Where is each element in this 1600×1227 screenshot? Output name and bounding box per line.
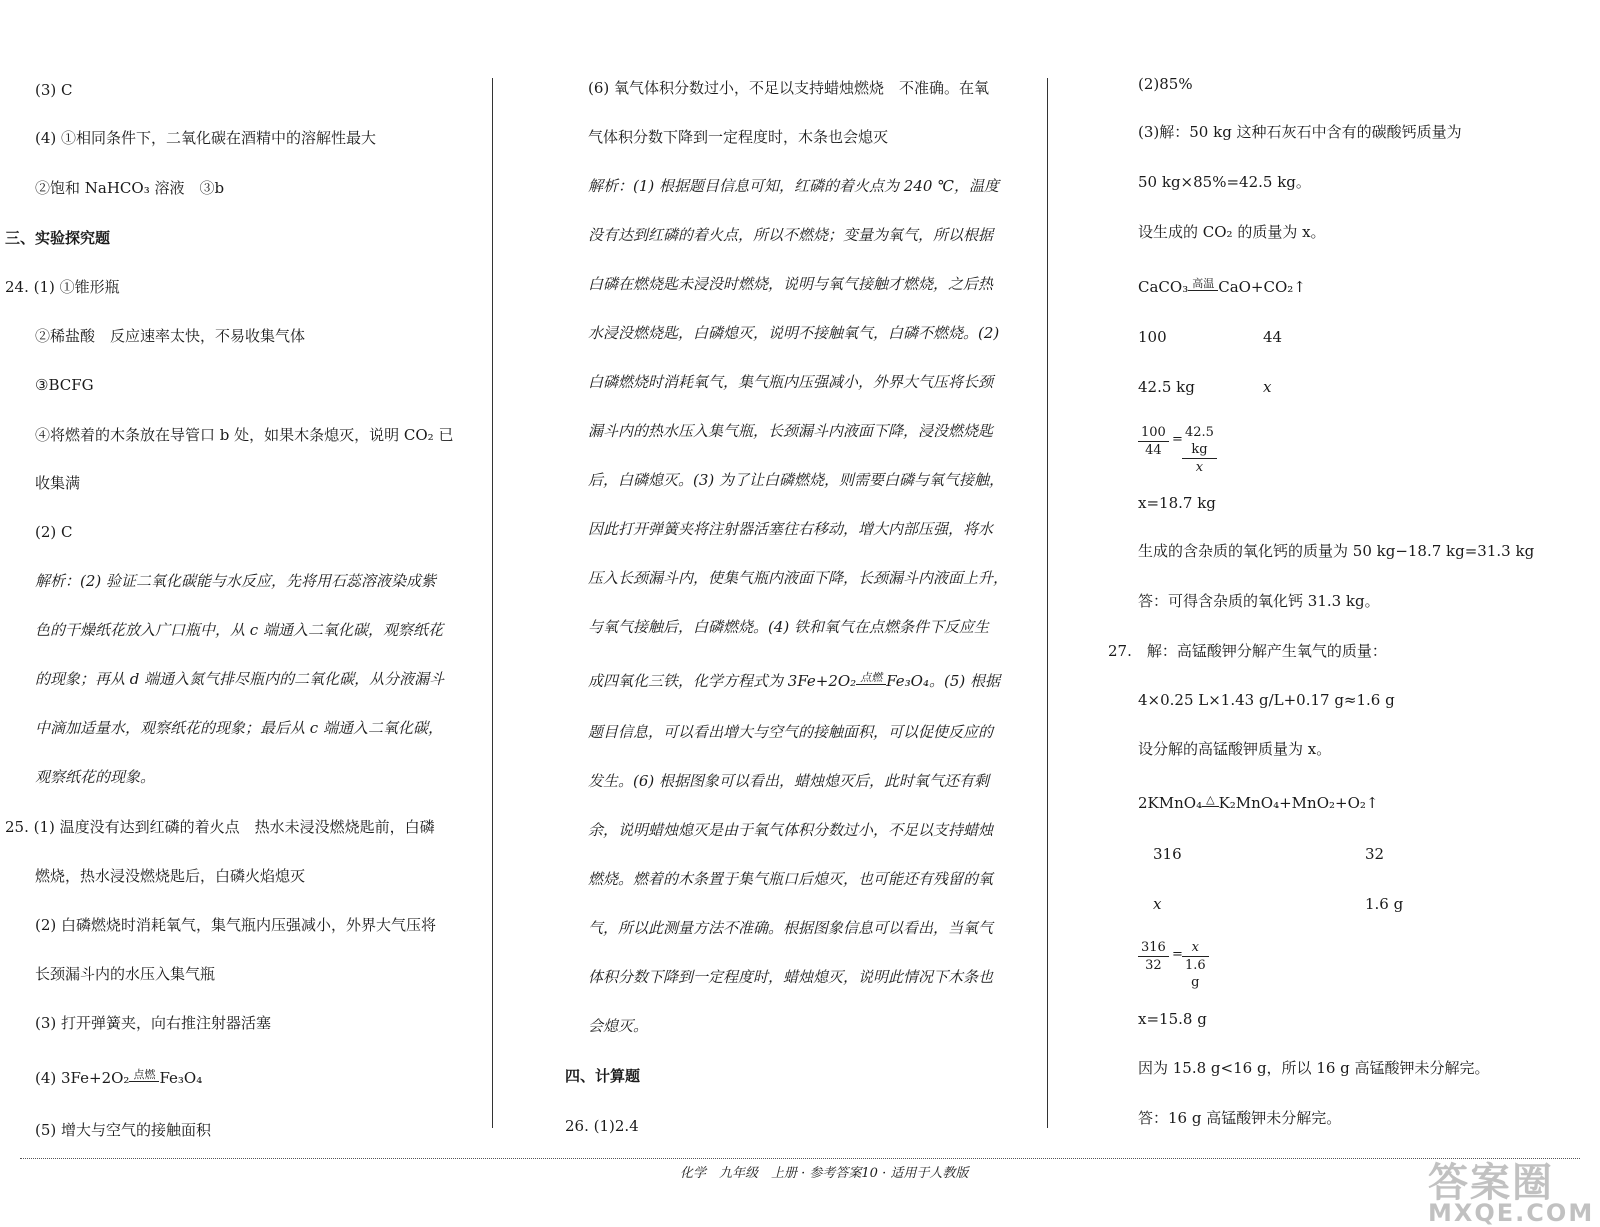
analysis-line: 水浸没燃烧匙，白磷熄灭，说明不接触氧气，白磷不燃烧。(2) (588, 324, 1000, 342)
reaction-condition: 高温 (1188, 278, 1218, 297)
analysis-line: 压入长颈漏斗内，使集气瓶内液面下降，长颈漏斗内液面上升， (588, 569, 1009, 587)
fraction: $\frac{316}{32}$ (1138, 939, 1169, 974)
analysis-line: 中滴加适量水，观察纸花的现象；最后从 c 端通入二氧化碳， (35, 719, 443, 737)
answer-line: x=18.7 kg (1138, 494, 1216, 512)
answer-line: ②稀盐酸 反应速率太快，不易收集气体 (35, 327, 306, 345)
answer-line: (3) C (35, 81, 73, 99)
mass-value: 1.6 g (1365, 895, 1404, 913)
analysis-line: 发生。(6) 根据图象可以看出，蜡烛熄灭后，此时氧气还有剩 (588, 772, 990, 790)
answer-line: (2)85% (1138, 75, 1193, 93)
answer-line: 因为 15.8 g<16 g，所以 16 g 高锰酸钾未分解完。 (1138, 1059, 1490, 1077)
analysis-line: 的现象；再从 d 端通入氮气排尽瓶内的二氧化碳，从分液漏斗 (35, 670, 445, 688)
answer-line: 26. (1)2.4 (565, 1117, 639, 1135)
equation-rhs: Fe₃O₄。(5) 根据 (886, 672, 1001, 690)
answer-line: 气体积分数下降到一定程度时，木条也会熄灭 (588, 128, 889, 146)
footer-rule (20, 1158, 1580, 1159)
equation-lhs: CaCO₃ (1138, 278, 1189, 296)
answer-line: 24. (1) ①锥形瓶 (5, 278, 120, 296)
answer-line: ③BCFG (35, 376, 94, 394)
analysis-line: 因此打开弹簧夹将注射器活塞往右移动，增大内部压强，将水 (588, 520, 994, 538)
equation-lhs: 2KMnO₄ (1138, 794, 1203, 812)
molar-mass: 44 (1263, 328, 1283, 346)
analysis-line: 体积分数下降到一定程度时，蜡烛熄灭，说明此情况下木条也 (588, 968, 994, 986)
reaction-condition: 点燃 (856, 672, 886, 691)
mass-value: 42.5 kg (1138, 378, 1195, 396)
reaction-condition: 点燃 (129, 1069, 159, 1088)
answer-line: (6) 氧气体积分数过小，不足以支持蜡烛燃烧 不准确。在氧 (588, 79, 990, 97)
chemical-equation (35, 1068, 202, 1088)
mass-value: x (1263, 378, 1272, 396)
analysis-line: 解析：(1) 根据题目信息可知，红磷的着火点为 240 ℃，温度 (588, 177, 999, 195)
analysis-line: 余，说明蜡烛熄灭是由于氧气体积分数过小，不足以支持蜡烛 (588, 821, 994, 839)
chemical-equation (1138, 277, 1306, 297)
fraction: $\frac{x}{1.6 g}$ (1182, 939, 1209, 991)
chemical-equation (1138, 793, 1378, 813)
answer-line: (2) C (35, 523, 73, 541)
answer-line: (4) ①相同条件下，二氧化碳在酒精中的溶解性最大 (35, 129, 377, 147)
analysis-line: 题目信息，可以看出增大与空气的接触面积，可以促使反应的 (588, 723, 994, 741)
mass-value: x (1153, 895, 1162, 913)
answer-line: 生成的含杂质的氧化钙的质量为 50 kg−18.7 kg=31.3 kg (1138, 542, 1535, 560)
analysis-line: 漏斗内的热水压入集气瓶，长颈漏斗内液面下降，浸没燃烧匙 (588, 422, 994, 440)
analysis-line: 解析：(2) 验证二氧化碳能与水反应，先将用石蕊溶液染成紫 (35, 572, 437, 590)
answer-line: 答：可得含杂质的氧化钙 31.3 kg。 (1138, 592, 1380, 610)
fraction: $\frac{42.5 kg}{x}$ (1182, 424, 1217, 476)
molar-mass: 32 (1365, 845, 1385, 863)
answer-line: 收集满 (35, 474, 81, 492)
answer-line: 4×0.25 L×1.43 g/L+0.17 g≈1.6 g (1138, 691, 1395, 709)
answer-line: 设生成的 CO₂ 的质量为 x。 (1138, 223, 1326, 241)
answer-line: 答：16 g 高锰酸钾未分解完。 (1138, 1109, 1342, 1127)
analysis-line: 色的干燥纸花放入广口瓶中，从 c 端通入二氧化碳，观察纸花 (35, 621, 443, 639)
analysis-line: 与氧气接触后，白磷燃烧。(4) 铁和氧气在点燃条件下反应生 (588, 618, 990, 636)
equation-rhs: CaO+CO₂↑ (1218, 278, 1306, 296)
answer-line: ④将燃着的木条放在导管口 b 处，如果木条熄灭，说明 CO₂ 已 (35, 426, 454, 444)
molar-mass: 100 (1138, 328, 1167, 346)
equation-lhs: (4) 3Fe+2O₂ (35, 1069, 130, 1087)
answer-line: 设分解的高锰酸钾质量为 x。 (1138, 740, 1332, 758)
answer-line: 50 kg×85%=42.5 kg。 (1138, 173, 1311, 191)
column-divider (492, 78, 493, 1128)
section-heading: 三、实验探究题 (5, 229, 111, 247)
chemical-equation (588, 671, 1000, 691)
analysis-line: 白磷燃烧时消耗氧气，集气瓶内压强减小，外界大气压将长颈 (588, 373, 994, 391)
answer-line: (3) 打开弹簧夹，向右推注射器活塞 (35, 1014, 272, 1032)
analysis-line: 气，所以此测量方法不准确。根据图象信息可以看出，当氧气 (588, 919, 994, 937)
analysis-line: 没有达到红磷的着火点，所以不燃烧；变量为氧气，所以根据 (588, 226, 994, 244)
answer-line: 25. (1) 温度没有达到红磷的着火点 热水未浸没燃烧匙前，白磷 (5, 818, 435, 836)
analysis-line: 后，白磷熄灭。(3) 为了让白磷燃烧，则需要白磷与氧气接触， (588, 471, 1005, 489)
answer-line: ②饱和 NaHCO₃ 溶液 ③b (35, 179, 225, 197)
answer-line: (3)解：50 kg 这种石灰石中含有的碳酸钙质量为 (1138, 123, 1462, 141)
section-heading: 四、计算题 (565, 1067, 641, 1085)
equation-lhs: 成四氧化三铁，化学方程式为 3Fe+2O₂ (588, 672, 857, 690)
analysis-line: 白磷在燃烧匙未浸没时燃烧，说明与氧气接触才燃烧，之后热 (588, 275, 994, 293)
equation-rhs: K₂MnO₄+MnO₂+O₂↑ (1218, 794, 1379, 812)
reaction-condition: △ (1202, 794, 1218, 813)
column-divider (1047, 78, 1048, 1128)
watermark-logo: 答案圈 MXQE.COM (1428, 1160, 1595, 1227)
analysis-line: 燃烧。燃着的木条置于集气瓶口后熄灭，也可能还有残留的氧 (588, 870, 994, 888)
answer-line: 燃烧，热水浸没燃烧匙后，白磷火焰熄灭 (35, 867, 306, 885)
analysis-line: 会熄灭。 (588, 1017, 649, 1035)
answer-line: 27. 解：高锰酸钾分解产生氧气的质量： (1108, 642, 1387, 660)
analysis-line: 观察纸花的现象。 (35, 768, 156, 786)
fraction: $\frac{100}{44}$ (1138, 424, 1169, 459)
answer-line: (2) 白磷燃烧时消耗氧气，集气瓶内压强减小，外界大气压将 (35, 916, 437, 934)
molar-mass: 316 (1153, 845, 1182, 863)
answer-line: x=15.8 g (1138, 1010, 1207, 1028)
answer-line: (5) 增大与空气的接触面积 (35, 1121, 212, 1139)
page-footer: 化学 九年级 上册 · 参考答案10 · 适用于人教版 (680, 1166, 969, 1181)
answer-line: 长颈漏斗内的水压入集气瓶 (35, 965, 216, 983)
equation-rhs: Fe₃O₄ (159, 1069, 203, 1087)
